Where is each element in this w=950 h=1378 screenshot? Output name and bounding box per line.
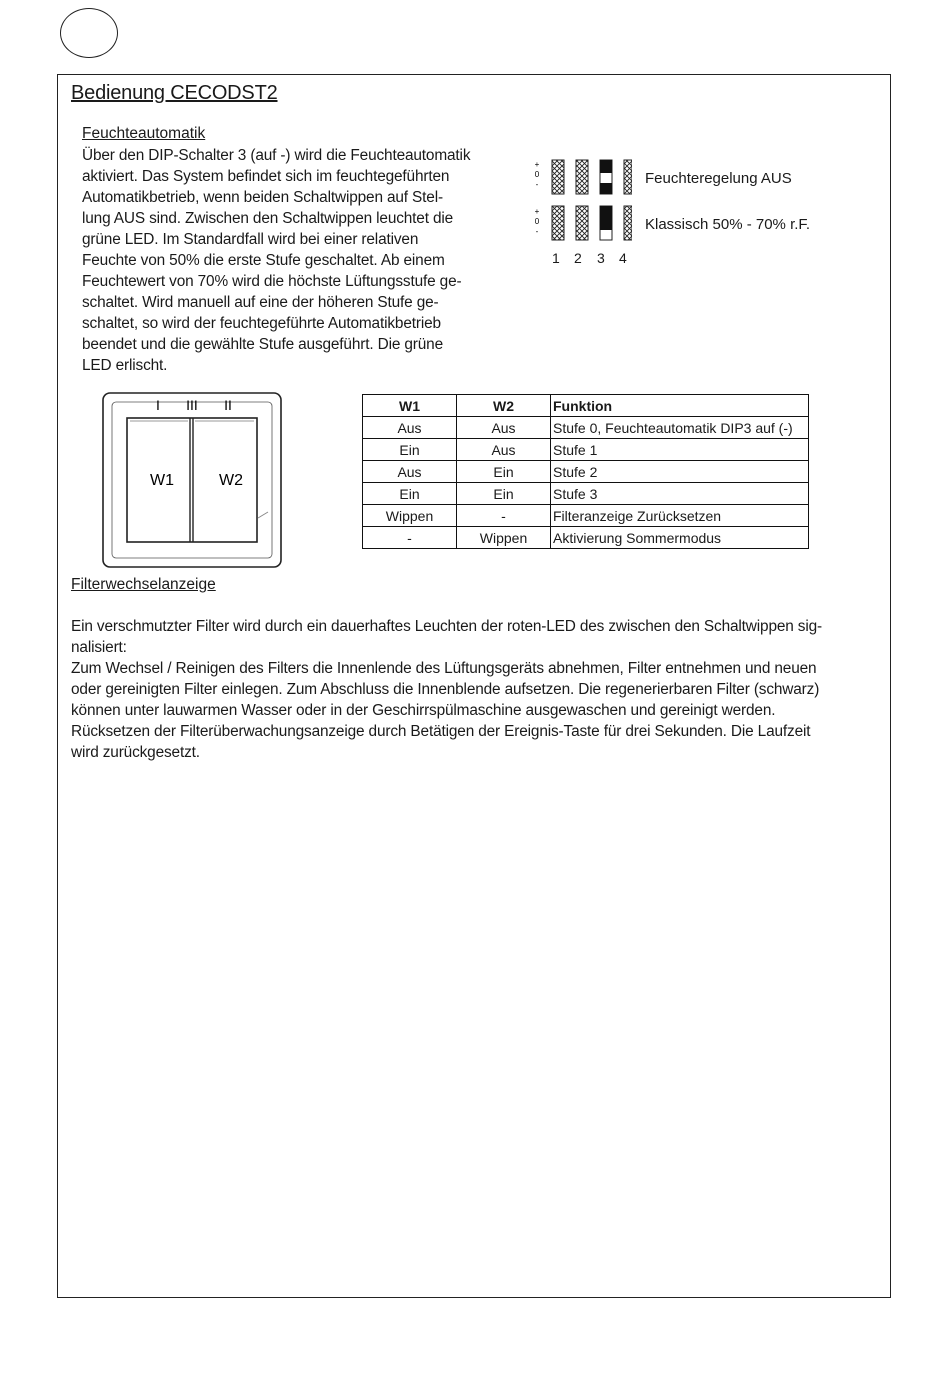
pos-plus-mark: + — [534, 207, 540, 216]
paragraph-line: LED erlischt. — [82, 357, 168, 374]
mark-right: II — [224, 397, 232, 413]
dip-number-3: 3 — [597, 250, 605, 266]
cell-w2: Aus — [457, 417, 551, 439]
dip-switch-2-row2 — [576, 206, 588, 240]
cell-w1: Wippen — [363, 505, 457, 527]
dip-switch-4-row1 — [624, 160, 632, 194]
paragraph-line: Ein verschmutzter Filter wird durch ein dauerhaftes Leuchten der roten-LED des zwischen den Schaltwippen sig- — [71, 618, 823, 635]
feuchte-paragraph — [82, 145, 470, 376]
cell-funktion: Stufe 1 — [551, 439, 809, 461]
pos-minus-mark: - — [535, 227, 539, 236]
dip-number-1: 1 — [552, 250, 560, 266]
dip-switch-diagram — [532, 156, 852, 276]
paragraph-line: Feuchtewert von 70% wird die höchste Lüftungsstufe ge- — [82, 273, 462, 290]
paragraph-line: Feuchte von 50% die erste Stufe geschaltet. Ab einem — [82, 252, 445, 269]
dip-row1-label: Feuchteregelung AUS — [645, 170, 792, 187]
paragraph-line: Über den DIP-Schalter 3 (auf -) wird die Feuchteautomatik — [82, 147, 471, 164]
cell-w2: Wippen — [457, 527, 551, 549]
paragraph-line: Zum Wechsel / Reinigen des Filters die Innenlende des Lüftungsgeräts abnehmen, Filter entnehmen und neuen — [71, 660, 817, 677]
dip-number-4: 4 — [619, 250, 627, 266]
dip-switch-4-row2 — [624, 206, 632, 240]
paragraph-line: aktiviert. Das System befindet sich im feuchtegeführten — [82, 168, 450, 185]
paragraph-line: schaltet, so wird der feuchtegeführte Automatikbetrieb — [82, 315, 441, 332]
cell-w2: Aus — [457, 439, 551, 461]
table-row — [363, 505, 809, 527]
filter-heading: Filterwechselanzeige — [71, 576, 216, 593]
paragraph-line: schaltet. Wird manuell auf eine der höheren Stufe ge- — [82, 294, 439, 311]
dip-switch-2-row1 — [576, 160, 588, 194]
switch-inner-plate — [112, 402, 272, 558]
table-row — [363, 527, 809, 549]
cell-w2: Ein — [457, 461, 551, 483]
paragraph-line: wird zurückgesetzt. — [71, 744, 200, 761]
pos-minus-mark: - — [535, 180, 539, 189]
paragraph-line: grüne LED. Im Standardfall wird bei einer relativen — [82, 231, 419, 248]
pos-plus-mark: + — [534, 160, 540, 169]
dip-row2-label: Klassisch 50% - 70% r.F. — [645, 216, 811, 233]
table-row — [363, 461, 809, 483]
filter-paragraph — [71, 616, 822, 763]
cell-w2: Ein — [457, 483, 551, 505]
paragraph-line: Rücksetzen der Filterüberwachungsanzeige durch Betätigen der Ereignis-Taste für drei Sekunden. Die Laufzeit — [71, 723, 811, 740]
cell-funktion: Stufe 2 — [551, 461, 809, 483]
page-marker-circle — [60, 8, 118, 58]
dip-switch-3-row1-knob — [600, 160, 612, 173]
header-w1: W1 — [363, 395, 457, 417]
paragraph-line: lung AUS sind. Zwischen den Schaltwippen leuchtet die — [82, 210, 454, 227]
cell-funktion: Filteranzeige Zurücksetzen — [551, 505, 809, 527]
dip-switch-1-row1 — [552, 160, 564, 194]
mark-mid: III — [186, 397, 198, 413]
rocker-w2-label: W2 — [219, 472, 243, 489]
table-row — [363, 417, 809, 439]
table-header-row — [363, 395, 809, 417]
cell-w1: - — [363, 527, 457, 549]
dip-switch-graphic — [532, 156, 632, 246]
table-row — [363, 439, 809, 461]
paragraph-line: oder gereinigten Filter einlegen. Zum Abschluss die Innenblende aufsetzen. Die regenerierbaren Filter (schwarz) — [71, 681, 820, 698]
dip-switch-3-row1-knob-low — [600, 183, 612, 194]
cell-funktion: Aktivierung Sommermodus — [551, 527, 809, 549]
table-row — [363, 483, 809, 505]
function-table — [362, 394, 809, 549]
paragraph-line: beendet und die gewählte Stufe ausgeführt. Die grüne — [82, 336, 443, 353]
cell-w2: - — [457, 505, 551, 527]
cell-funktion: Stufe 0, Feuchteautomatik DIP3 auf (-) — [551, 417, 809, 439]
header-w2: W2 — [457, 395, 551, 417]
paragraph-line: können unter lauwarmen Wasser oder in der Geschirrspülmaschine ausgewaschen und gereinigt werden. — [71, 702, 776, 719]
paragraph-line: nalisiert: — [71, 639, 127, 656]
cell-w1: Aus — [363, 461, 457, 483]
cell-w1: Ein — [363, 483, 457, 505]
header-funktion: Funktion — [551, 395, 809, 417]
paragraph-line: Automatikbetrieb, wenn beiden Schaltwippen auf Stel- — [82, 189, 443, 206]
dip-number-2: 2 — [574, 250, 582, 266]
rocker-w1-label: W1 — [150, 472, 174, 489]
feuchte-heading: Feuchteautomatik — [82, 125, 206, 142]
switch-outer-plate — [103, 393, 281, 567]
dip-switch-3-row2-knob — [600, 206, 612, 230]
wall-switch-illustration — [100, 390, 286, 572]
cell-w1: Aus — [363, 417, 457, 439]
pos-zero-mark: 0 — [534, 170, 540, 179]
cell-funktion: Stufe 3 — [551, 483, 809, 505]
page-title: Bedienung CECODST2 — [71, 82, 278, 104]
pos-zero-mark: 0 — [534, 217, 540, 226]
cell-w1: Ein — [363, 439, 457, 461]
mark-left: I — [156, 397, 160, 413]
dip-switch-1-row2 — [552, 206, 564, 240]
